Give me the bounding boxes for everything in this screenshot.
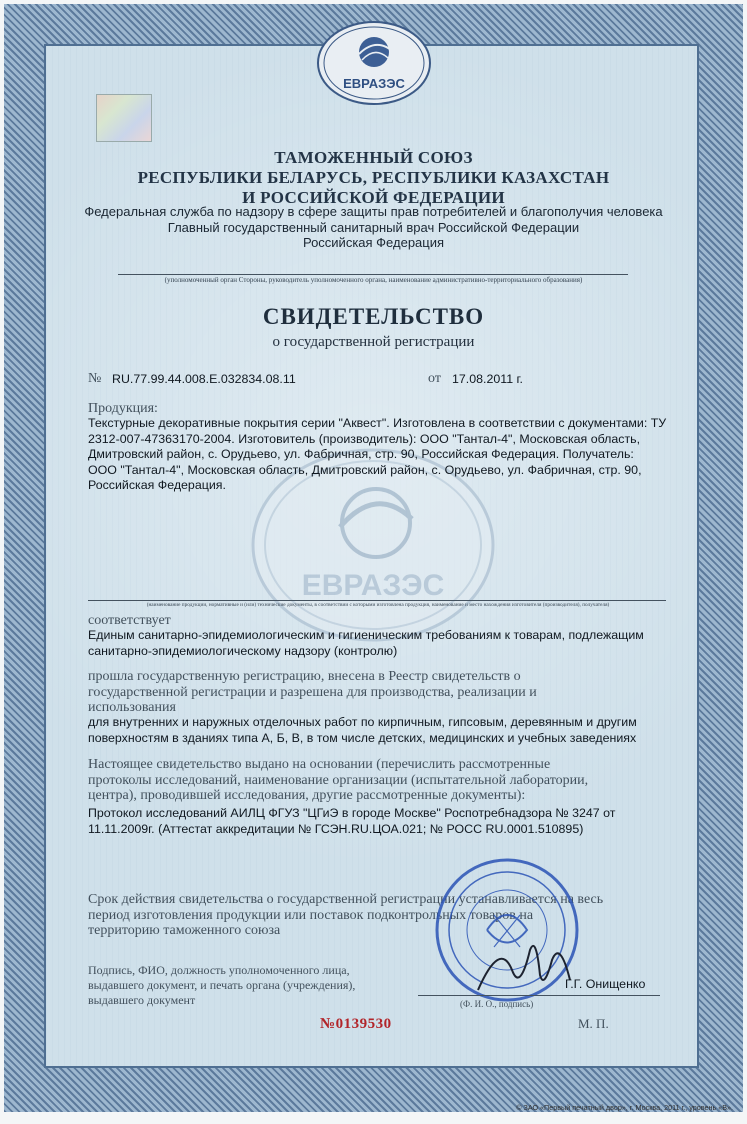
basis-documents [88,806,668,837]
signature-text [88,963,418,1008]
agency-line: Главный государственный санитарный врач Российской Федерации [167,219,580,235]
registration-line: использования [88,700,176,715]
registration-line: государственной регистрации и разрешена для производства, реализации и [88,684,537,700]
compliance-text [88,628,668,659]
basis-line: протоколы исследований, наименование организации (испытательной лаборатории, [88,772,589,788]
date-label: от [428,371,441,386]
basis-text [88,757,648,804]
product-line: ООО "Тантал-4", Московская область, Дмитровский район, с. Орудьево, ул. Фабричная, стр. 90, [88,462,642,477]
divider [118,274,628,275]
validity-line: территорию таможенного союза [88,923,281,938]
signature-line: Подпись, ФИО, должность уполномоченного лица, [88,963,350,977]
usage-text [88,715,668,746]
basis-doc-line: Протокол исследований АИЛЦ ФГУЗ "ЦГиЭ в городе Москве" Роспотребнадзора № 3247 от [88,806,616,820]
registration-text [88,669,648,716]
signature-line: выдавшего документ, и печать органа (учреждения), [88,978,356,992]
product-line: Российская Федерация. [88,478,226,492]
compliance-label: соответствует [88,613,171,628]
union-line: РЕСПУБЛИКИ БЕЛАРУСЬ, РЕСПУБЛИКИ КАЗАХСТАН [137,168,610,187]
product-caption: (наименование продукции, нормативные и (или) технические документы, в соответствии с которыми изготовлена продукция, наименование и место нахождения изготовителя (производителя), получателя) [146,602,610,608]
usage-line: для внутренних и наружных отделочных работ по кирпичным, гипсовым, деревянным и другим [88,715,637,729]
signature-icon [470,930,580,1000]
number-label: № [88,371,102,386]
agency-line: Российская Федерация [302,235,445,250]
issue-date: 17.08.2011 г. [452,372,523,386]
divider [418,995,660,996]
signature-line: выдавшего документ [88,993,196,1007]
basis-doc-line: 11.11.2009г. (Аттестат аккредитации № ГСЭН.RU.ЦОА.021; № РОСС RU.0001.510895) [88,821,584,836]
basis-line: центра), проводившей исследования, другие рассмотренные документы): [88,788,526,803]
authority-caption: (уполномоченный орган Стороны, руководитель уполномоченного органа, наименование административно-территориального образования) [164,276,583,284]
divider [88,600,666,601]
product-line: 2312-007-47363170-2004. Изготовитель (производитель): ООО "Тантал-4", Московская область, [88,431,641,446]
agency-block [60,204,687,251]
serial-number: №0139530 [320,1016,392,1032]
compliance-line: санитарно-эпидемиологическому надзору (контролю) [88,643,398,658]
union-line: И РОССИЙСКОЙ ФЕДЕРАЦИИ [242,188,505,207]
validity-line: Срок действия свидетельства о государственной регистрации устанавливается на весь [88,892,604,907]
hologram [96,94,152,142]
product-label: Продукция: [88,401,158,416]
product-line: Дмитровский район, с. Орудьево, ул. Фабричная, стр. 90, Российская Федерация. Получатель: [88,447,634,461]
signatory-name: Г.Г. Онищенко [565,977,646,991]
agency-line: Федеральная служба по надзору в сфере защиты прав потребителей и благополучия человека [84,204,663,219]
union-line: ТАМОЖЕННЫЙ СОЮЗ [274,148,473,167]
printer-footer: © ЗАО «Первый печатный двор», г. Москва, 2011 г., уровень «В». [516,1103,733,1112]
usage-line: поверхностям в зданиях типа А, Б, В, в том числе детских, медицинских и учебных заведениях [88,730,637,745]
product-description [88,416,668,494]
emblem-text: ЕВРАЗЭС [343,76,405,91]
watermark-text: ЕВРАЗЭС [301,569,445,602]
validity-line: период изготовления продукции или поставок подконтрольных товаров на [88,907,534,923]
compliance-line: Единым санитарно-эпидемиологическим и гигиеническим требованиям к товарам, подлежащим [88,628,644,642]
basis-line: Настоящее свидетельство выдано на основании (перечислить рассмотренные [88,757,551,772]
union-header [60,148,687,208]
document-title: СВИДЕТЕЛЬСТВО [262,304,485,329]
registration-line: прошла государственную регистрацию, внесена в Реестр свидетельств о [88,669,521,684]
product-line: Текстурные декоративные покрытия серии "Аквест". Изготовлена в соответствии с документами: ТУ [88,416,667,430]
seal-place-label: М. П. [578,1016,609,1031]
signature-caption: (Ф. И. О., подпись) [460,999,534,1009]
eurasec-emblem-icon [315,20,433,106]
registration-number: RU.77.99.44.008.Е.032834.08.11 [112,372,296,386]
document-subtitle: о государственной регистрации [272,334,475,350]
